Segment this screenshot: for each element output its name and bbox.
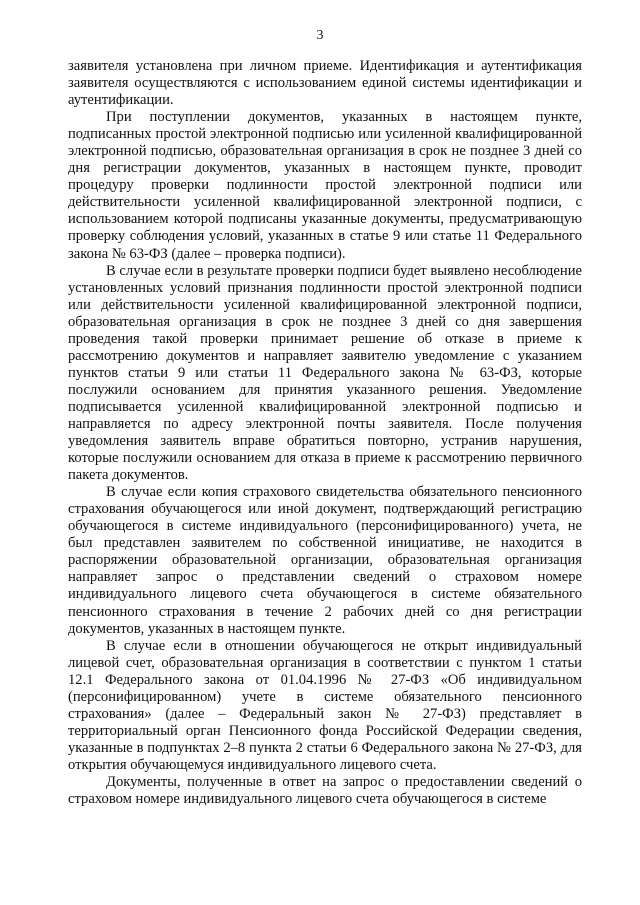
page-number: 3 bbox=[316, 28, 324, 43]
paragraph-snils-request: В случае если копия страхового свидетельства обязательного пенсионного страхования обучающегося или иной документ, подтверждающий регистрацию обучающегося в системе индивидуального (персонифицированного) учета, не был представлен заявителем по собственной инициативе, не находится в распоряжении образовательной организации, образовательная организация направляет запрос о представлении сведений о страховом номере индивидуального лицевого счета обучающегося в системе обязательного пенсионного страхования в течение 2 рабочих дней со дня регистрации документов, указанных в настоящем пункте. bbox=[68, 484, 582, 637]
paragraph-personal-account: В случае если в отношении обучающегося не открыт индивидуальный лицевой счет, образовательная организация в соответствии с пунктом 1 статьи 12.1 Федерального закона от 01.04.1996 № 27-ФЗ «Об индивидуальном (персонифицированном) учете в системе обязательного пенсионного страхования» (далее – Федеральный закон № 27-ФЗ) представляет в территориальный орган Пенсионного фонда Российской Федерации сведения, указанные в подпунктах 2–8 пункта 2 статьи 6 Федерального закона № 27-ФЗ, для открытия обучающемуся индивидуального лицевого счета. bbox=[68, 637, 582, 773]
paragraph-continuation: заявителя установлена при личном приеме. Идентификация и аутентификация заявителя осуществляются с использованием единой системы идентификации и аутентификации. bbox=[68, 58, 582, 109]
paragraph-signature-check: При поступлении документов, указанных в настоящем пункте, подписанных простой электронной подписью или усиленной квалифицированной электронной подписью, образовательная организация в срок не позднее 3 дней со дня регистрации документов, указанных в настоящем пункте, проводит процедуру проверки подлинности простой электронной подписи или действительности усиленной квалифицированной электронной подписи, с использованием которой подписаны указанные документы, предусматривающую проверку соблюдения условий, указанных в статье 9 или статье 11 Федерального закона № 63-ФЗ (далее – проверка подписи). bbox=[68, 109, 582, 262]
document-body bbox=[68, 58, 582, 808]
paragraph-refusal-notice: В случае если в результате проверки подписи будет выявлено несоблюдение установленных условий признания подлинности простой электронной подписи или действительности усиленной квалифицированной электронной подписи, образовательная организация в срок не позднее 3 дней со дня завершения проведения такой проверки принимает решение об отказе в приеме к рассмотрению документов и направляет заявителю уведомление с указанием пунктов статьи 9 или статьи 11 Федерального закона № 63-ФЗ, которые послужили основанием для принятия указанного решения. Уведомление подписывается усиленной квалифицированной электронной подписью и направляется по адресу электронной почты заявителя. После получения уведомления заявитель вправе обратиться повторно, устранив нарушения, которые послужили основанием для отказа в приеме к рассмотрению первичного пакета документов. bbox=[68, 262, 582, 484]
paragraph-documents-received: Документы, полученные в ответ на запрос о предоставлении сведений о страховом номере индивидуального лицевого счета обучающегося в системе bbox=[68, 773, 582, 808]
